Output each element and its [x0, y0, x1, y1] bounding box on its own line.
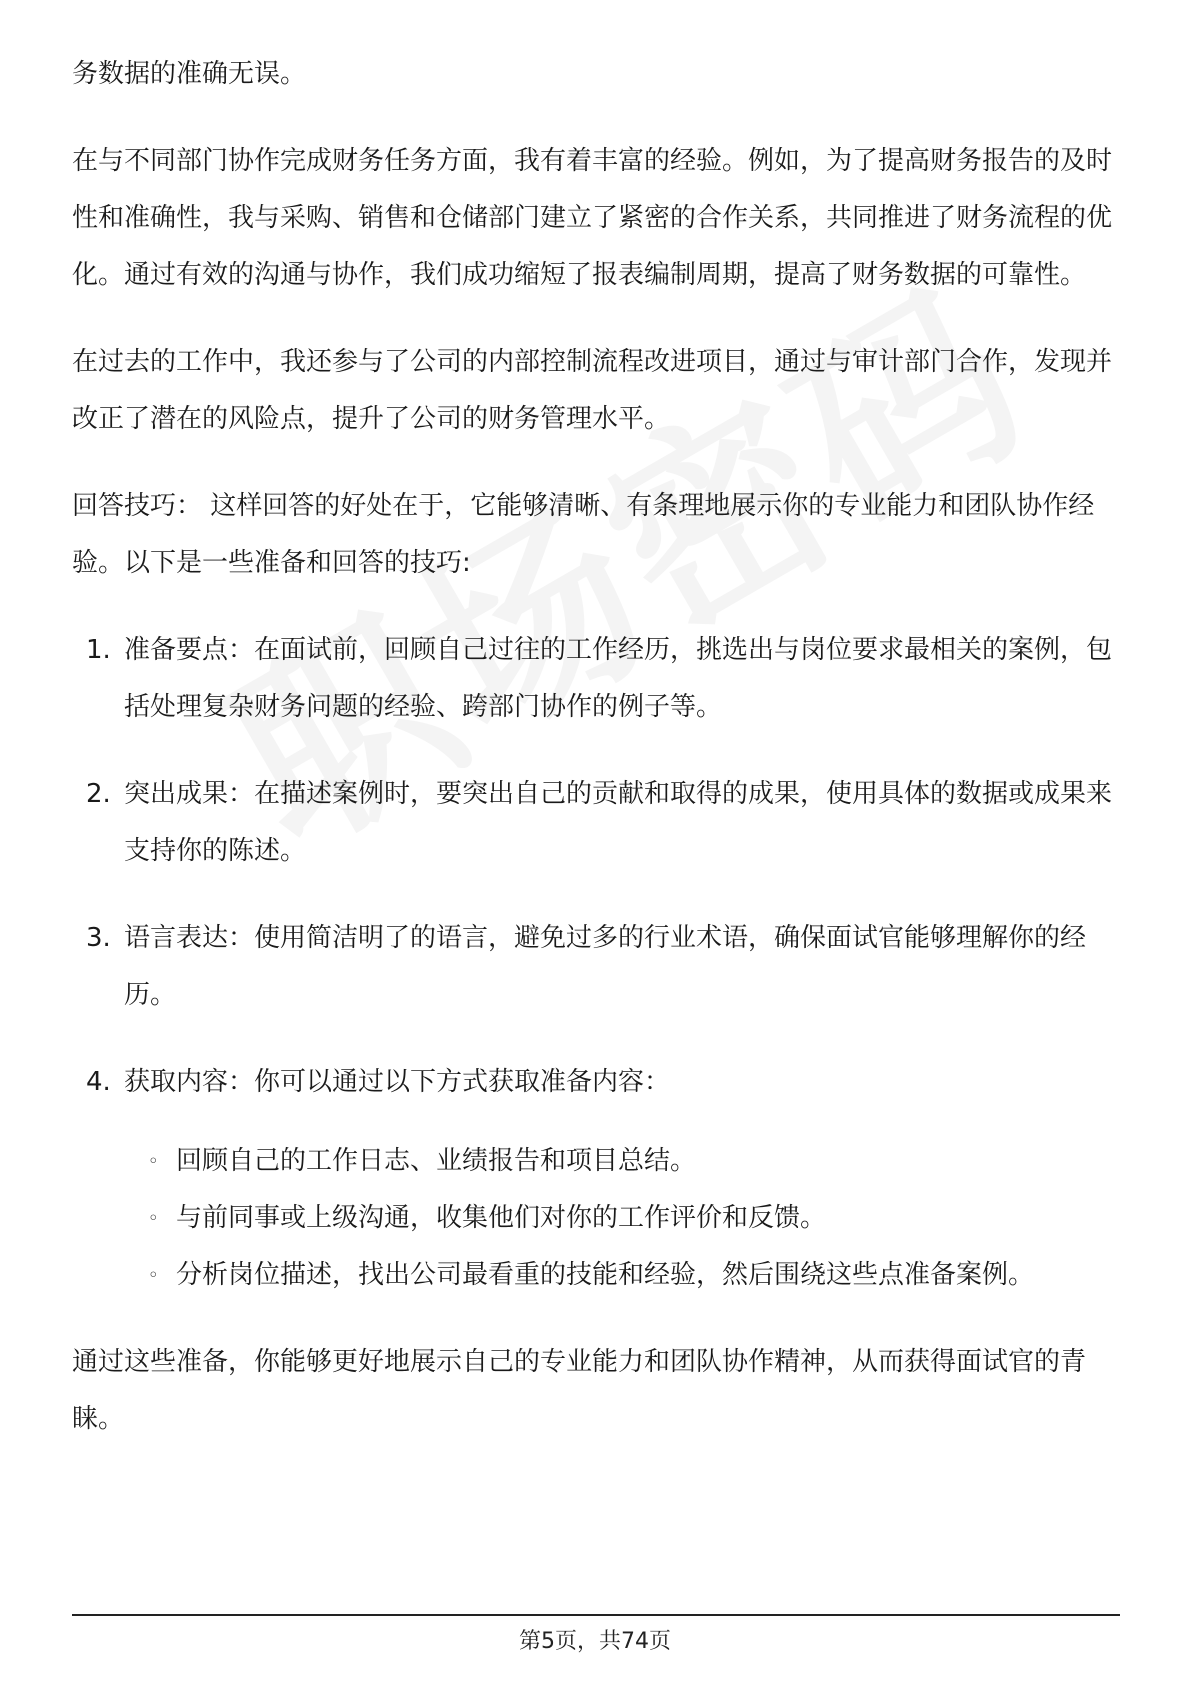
paragraph-internal-control: 在过去的工作中，我还参与了公司的内部控制流程改进项目，通过与审计部门合作，发现并改正了潜在的风险点，提升了公司的财务管理水平。	[72, 347, 1113, 434]
sub-list	[124, 1133, 1122, 1304]
list-number: 3.	[86, 923, 111, 953]
sub-list-item	[124, 1247, 1122, 1304]
bullet-icon: ◦	[148, 1208, 159, 1229]
tips-list	[72, 622, 1122, 1304]
list-item	[72, 1054, 1122, 1304]
list-item-text: 准备要点：在面试前，回顾自己过往的工作经历，挑选出与岗位要求最相关的案例，包括处理复杂财务问题的经验、跨部门协作的例子等。	[124, 635, 1113, 722]
paragraph-answer-tips: 回答技巧： 这样回答的好处在于，它能够清晰、有条理地展示你的专业能力和团队协作经验。以下是一些准备和回答的技巧:	[72, 491, 1095, 578]
list-number: 1.	[86, 635, 111, 665]
sub-list-item-text: 分析岗位描述，找出公司最看重的技能和经验，然后围绕这些点准备案例。	[176, 1260, 1035, 1290]
paragraph-collaboration: 在与不同部门协作完成财务任务方面，我有着丰富的经验。例如，为了提高财务报告的及时性和准确性，我与采购、销售和仓储部门建立了紧密的合作关系，共同推进了财务流程的优化。通过有效的沟通与协作，我们成功缩短了报表编制周期，提高了财务数据的可靠性。	[72, 146, 1113, 290]
list-item	[72, 622, 1122, 736]
document-body	[72, 46, 1122, 1478]
list-item-text: 语言表达：使用简洁明了的语言，避免过多的行业术语，确保面试官能够理解你的经历。	[124, 923, 1087, 1010]
sub-list-item	[124, 1133, 1122, 1190]
sub-list-item	[124, 1190, 1122, 1247]
sub-list-item-text: 回顾自己的工作日志、业绩报告和项目总结。	[176, 1146, 697, 1176]
list-number: 2.	[86, 779, 111, 809]
list-item	[72, 766, 1122, 880]
list-item-text: 获取内容：你可以通过以下方式获取准备内容：	[124, 1067, 671, 1097]
list-item	[72, 910, 1122, 1024]
footer-divider	[72, 1614, 1120, 1616]
list-item-text: 突出成果：在描述案例时，要突出自己的贡献和取得的成果，使用具体的数据或成果来支持你的陈述。	[124, 779, 1113, 866]
list-number: 4.	[86, 1067, 111, 1097]
sub-list-item-text: 与前同事或上级沟通，收集他们对你的工作评价和反馈。	[176, 1203, 827, 1233]
paragraph-closing: 通过这些准备，你能够更好地展示自己的专业能力和团队协作精神，从而获得面试官的青睐。	[72, 1347, 1087, 1434]
paragraph-continuation: 务数据的准确无误。	[72, 59, 307, 89]
page-number: 第5页，共74页	[519, 1629, 671, 1654]
bullet-icon: ◦	[148, 1265, 159, 1286]
bullet-icon: ◦	[148, 1151, 159, 1172]
